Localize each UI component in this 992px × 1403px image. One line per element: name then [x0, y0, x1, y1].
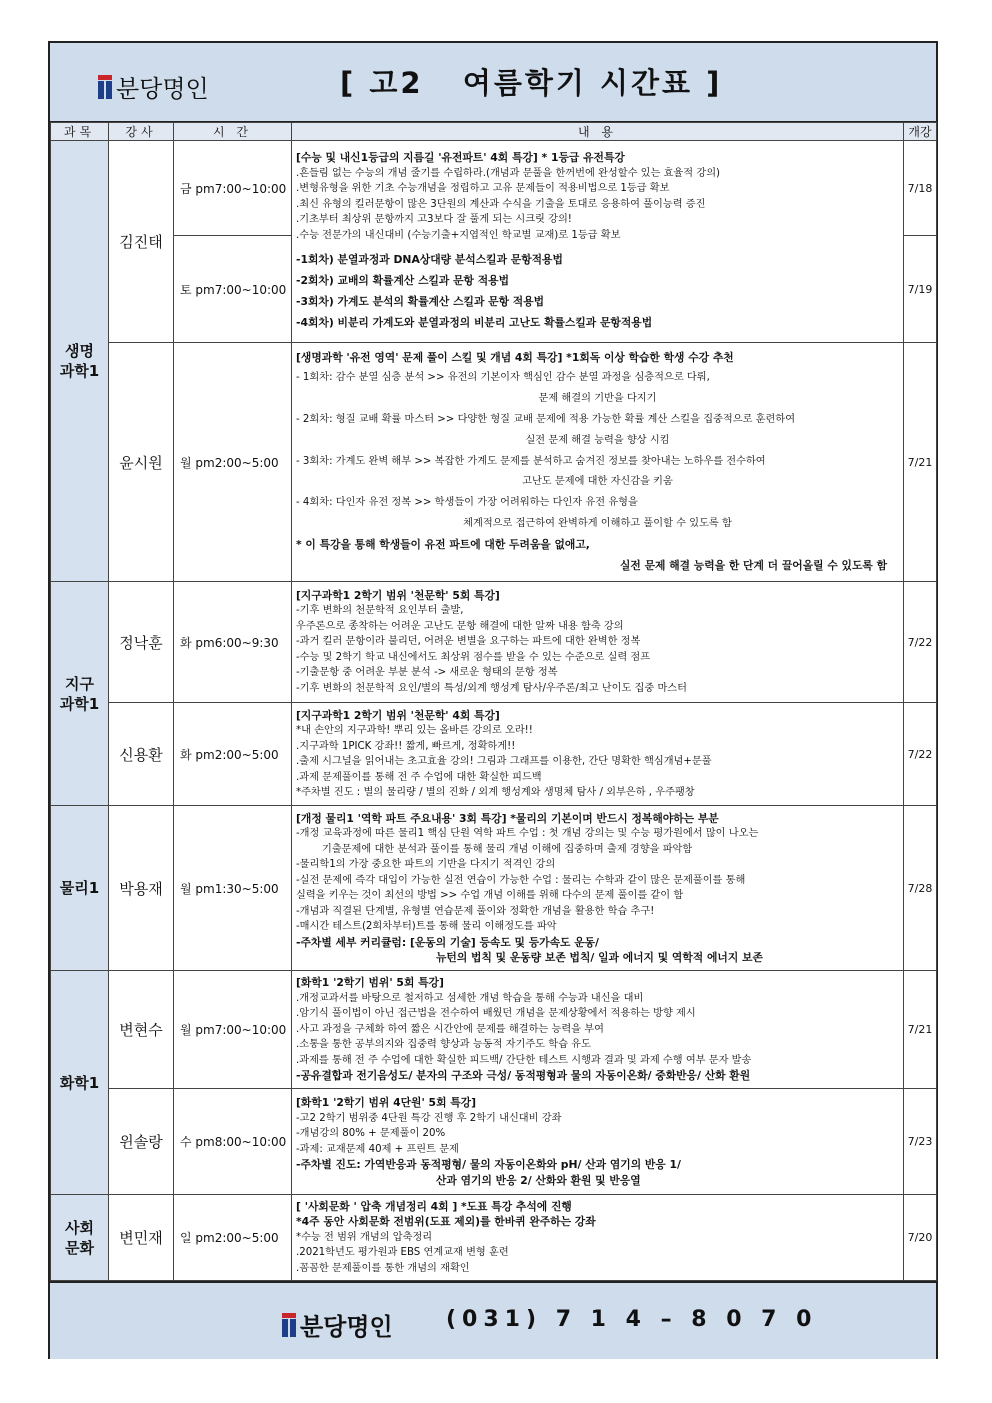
time-cell: 월 pm2:00~5:00: [174, 343, 292, 582]
time-cell: 토 pm7:00~10:00: [174, 236, 292, 343]
brand-logo: [98, 69, 209, 104]
subject-cell: 사회 문화: [51, 1195, 109, 1281]
content-cell: [화학1 '2학기 범위' 5회 특강] .개정교과서를 바탕으로 철저하고 섬세한 개념 학습을 통해 수능과 내신을 대비 .암기식 풀이법이 아닌 접근법을 전수하여 배웠던 개념을 문제상황에서 적용하는 방향 제시 .사고 과정을 구체화 하여 짧은 시간안에 문제를 해결하는 능력을 부여 .소통을 통한 공부의지와 집중력 향상과 능동적 자기주도 학습 유도 .과제를 통해 전 주 수업에 대한 확실한 피드백/ 간단한 테스트 시행과 결과 및 과제 수행 여부 문자 발송 -공유결합과 전기음성도/ 분자의 구조와 극성/ 동적평형과 물의 자동이온화/ 중화반응/ 산화 환원: [292, 971, 904, 1089]
footer-brand-name: 분당명인: [300, 1313, 393, 1341]
content-cell: [화학1 '2학기 범위 4단원' 5회 특강] -고2 2학기 범위중 4단원 특강 진행 후 2학기 내신대비 강좌 -개념강의 80% + 문제풀이 20% -과제: 교재문제 40제 + 프린트 문제 -주차별 진도: 가역반응과 동적평형/ 물의 자동이온화와 pH/ 산과 염기의 반응 1/ 산과 염기의 반응 2/ 산화와 환원 및 반응열: [292, 1089, 904, 1195]
teacher-cell: 정낙훈: [109, 582, 174, 703]
time-cell: 월 pm1:30~5:00: [174, 806, 292, 971]
time-cell: 월 pm7:00~10:00: [174, 971, 292, 1089]
timetable-page: [48, 41, 938, 1359]
content-cell: [ '사회문화 ' 압축 개념정리 4회 ] *도표 특강 추석에 진행 *4주 동안 사회문화 전범위(도표 제외)를 한바퀴 완주하는 강좌 *수능 전 범위 개념의 압축정리 .2021학년도 평가원과 EBS 연계교재 변형 훈련 .꼼꼼한 문제풀이를 통한 개념의 재확인: [292, 1195, 904, 1281]
logo-icon: [98, 75, 112, 99]
col-open: 개강: [904, 123, 937, 141]
open-date: 7/19: [904, 236, 937, 343]
content-cell: [지구과학1 2학기 범위 '천문학' 4회 특강] *내 손안의 지구과학! 뿌리 있는 올바른 강의로 오라!! .지구과학 1PICK 강좌!! 짧게, 빠르게, 정확하게!! .출제 시그널을 읽어내는 초고효율 강의! 그림과 그래프를 이용한, 간단 명확한 핵심개념+문풀 .과제 문제풀이를 통해 전 주 수업에 대한 확실한 피드백 *주차별 진도 : 별의 물리량 / 별의 진화 / 외계 행성계와 생명체 탐사 / 외부은하 , 우주팽창: [292, 703, 904, 806]
time-cell: 일 pm2:00~5:00: [174, 1195, 292, 1281]
content-cell: [수능 및 내신1등급의 지름길 '유전파트' 4회 특강] * 1등급 유전특강 .흔들림 없는 수능의 개념 줄기를 수립하라.(개념과 문풀을 한꺼번에 완성할수 있는 효율적 강의) .변형유형을 위한 기초 수능개념을 정립하고 고유 문제들이 적용비법으로 1등급 확보 .최신 유형의 킬러문항이 많은 3단원의 계산과 수식을 기출을 토대로 응용하여 풀이능력 증진 .기초부터 최상위 문항까지 고3보다 잘 풀게 되는 시크릿 강의! .수능 전문가의 내신대비 (수능기출+지엽적인 학교별 교재)로 1등급 확보 -1회차) 분열과정과 DNA상대량 분석스킬과 문항적용법 -2회차) 교배의 확률계산 스킬과 문항 적용법 -3회차) 가계도 분석의 확률계산 스킬과 문항 적용법 -4회차) 비분리 가계도와 분열과정의 비분리 고난도 확률스킬과 문항적용법: [292, 141, 904, 343]
schedule-table: [50, 122, 937, 1281]
col-time: 시 간: [174, 123, 292, 141]
teacher-cell: 변민재: [109, 1195, 174, 1281]
table-row: [51, 971, 937, 1089]
table-row: [51, 582, 937, 703]
content-cell: [지구과학1 2학기 범위 '천문학' 5회 특강] -기후 변화의 천문학적 요인부터 출발, 우주론으로 종착하는 어려운 고난도 문항 해결에 대한 알짜 내용 함축 강의 -과거 킬러 문항이라 불리던, 어려운 변별을 요구하는 파트에 대한 완벽한 정복 -수능 및 2학기 학교 내신에서도 최상위 점수를 받을 수 있는 수준으로 실력 점프 -기출문항 중 어려운 부분 분석 -> 새로운 형태의 문항 정복 -기후 변화의 천문학적 요인/별의 특성/외계 행성계 탐사/우주론/최고 난이도 집중 마스터: [292, 582, 904, 703]
table-row: [51, 1089, 937, 1195]
brand-name: 분당명인: [116, 75, 209, 103]
table-row: [51, 703, 937, 806]
logo-icon: [282, 1313, 296, 1337]
footer-logo: [282, 1307, 393, 1342]
time-cell: 화 pm6:00~9:30: [174, 582, 292, 703]
page-footer: [50, 1281, 936, 1359]
table-header-row: [51, 123, 937, 141]
page-header: [50, 43, 936, 123]
table-row: [51, 343, 937, 582]
subject-cell: 물리1: [51, 806, 109, 971]
teacher-cell: 윤시원: [109, 343, 174, 582]
time-cell: 수 pm8:00~10:00: [174, 1089, 292, 1195]
col-teacher: 강사: [109, 123, 174, 141]
subject-cell: 지구 과학1: [51, 582, 109, 806]
content-cell: [개정 물리1 '역학 파트 주요내용' 3회 특강] *물리의 기본이며 반드시 정복해야하는 부분 -개정 교육과정에 따른 물리1 핵심 단원 역학 파트 수업 : 첫 개념 강의는 및 수능 평가원에서 많이 나오는 기출문제에 대한 분석과 풀이를 통해 물리 개념 이해에 집중하며 출제 경향을 파악함 -물리학1의 가장 중요한 파트의 기반을 다지기 적격인 강의 -실전 문제에 즉각 대입이 가능한 실전 연습이 가능한 수업 : 물리는 수학과 같이 많은 문제풀이를 통해 실력을 키우는 것이 최선의 방법 >> 수업 개념 이해를 위해 다수의 문제 풀이를 같이 함 -개념과 직결된 단계별, 유형별 연습문제 풀이와 정확한 개념을 활용한 학습 추구! -매시간 테스트(2회차부터)트를 통해 물리 이해정도를 파악 -주차별 세부 커리큘럼: [운동의 기술] 등속도 및 등가속도 운동/ 뉴턴의 법칙 및 운동량 보존 법칙/ 일과 에너지 및 역학적 에너지 보존: [292, 806, 904, 971]
open-date: 7/21: [904, 343, 937, 582]
open-date: 7/28: [904, 806, 937, 971]
time-cell: 금 pm7:00~10:00: [174, 141, 292, 236]
open-date: 7/21: [904, 971, 937, 1089]
open-date: 7/22: [904, 582, 937, 703]
teacher-cell: 박용재: [109, 806, 174, 971]
page-title: [ 고2 여름학기 시간표 ]: [340, 66, 723, 100]
col-subject: 과목: [51, 123, 109, 141]
table-row: [51, 1195, 937, 1281]
open-date: 7/22: [904, 703, 937, 806]
open-date: 7/23: [904, 1089, 937, 1195]
time-cell: 화 pm2:00~5:00: [174, 703, 292, 806]
table-row: [51, 141, 937, 236]
open-date: 7/18: [904, 141, 937, 236]
table-row: [51, 806, 937, 971]
teacher-cell: 변현수: [109, 971, 174, 1089]
content-cell: [생명과학 '유전 영역' 문제 풀이 스킬 및 개념 4회 특강] *1회독 이상 학습한 학생 수강 추천 - 1회차: 감수 분열 심층 분석 >> 유전의 기본이자 핵심인 감수 분열 과정을 심층적으로 다뤄, 문제 해결의 기반을 다지기 - 2회차: 형질 교배 확률 마스터 >> 다양한 형질 교배 문제에 적용 가능한 확률 계산 스킬을 집중적으로 훈련하여 실전 문제 해결 능력을 향상 시킴 - 3회차: 가계도 완벽 해부 >> 복잡한 가계도 문제를 분석하고 숨겨진 정보를 찾아내는 노하우를 전수하여 고난도 문제에 대한 자신감을 키움 - 4회차: 다인자 유전 정복 >> 학생들이 가장 어려워하는 다인자 유전 유형을 체계적으로 접근하여 완벽하게 이해하고 풀이할 수 있도록 함 * 이 특강을 통해 학생들이 유전 파트에 대한 두려움을 없애고, 실전 문제 해결 능력을 한 단계 더 끌어올릴 수 있도록 함: [292, 343, 904, 582]
col-content: 내 용: [292, 123, 904, 141]
phone-number: (031) 7 1 4 – 8 0 7 0: [446, 1307, 818, 1332]
subject-cell: 화학1: [51, 971, 109, 1195]
teacher-cell: 신용환: [109, 703, 174, 806]
open-date: 7/20: [904, 1195, 937, 1281]
teacher-cell: 윈솔랑: [109, 1089, 174, 1195]
teacher-cell: 김진태: [109, 141, 174, 343]
subject-cell: 생명 과학1: [51, 141, 109, 582]
